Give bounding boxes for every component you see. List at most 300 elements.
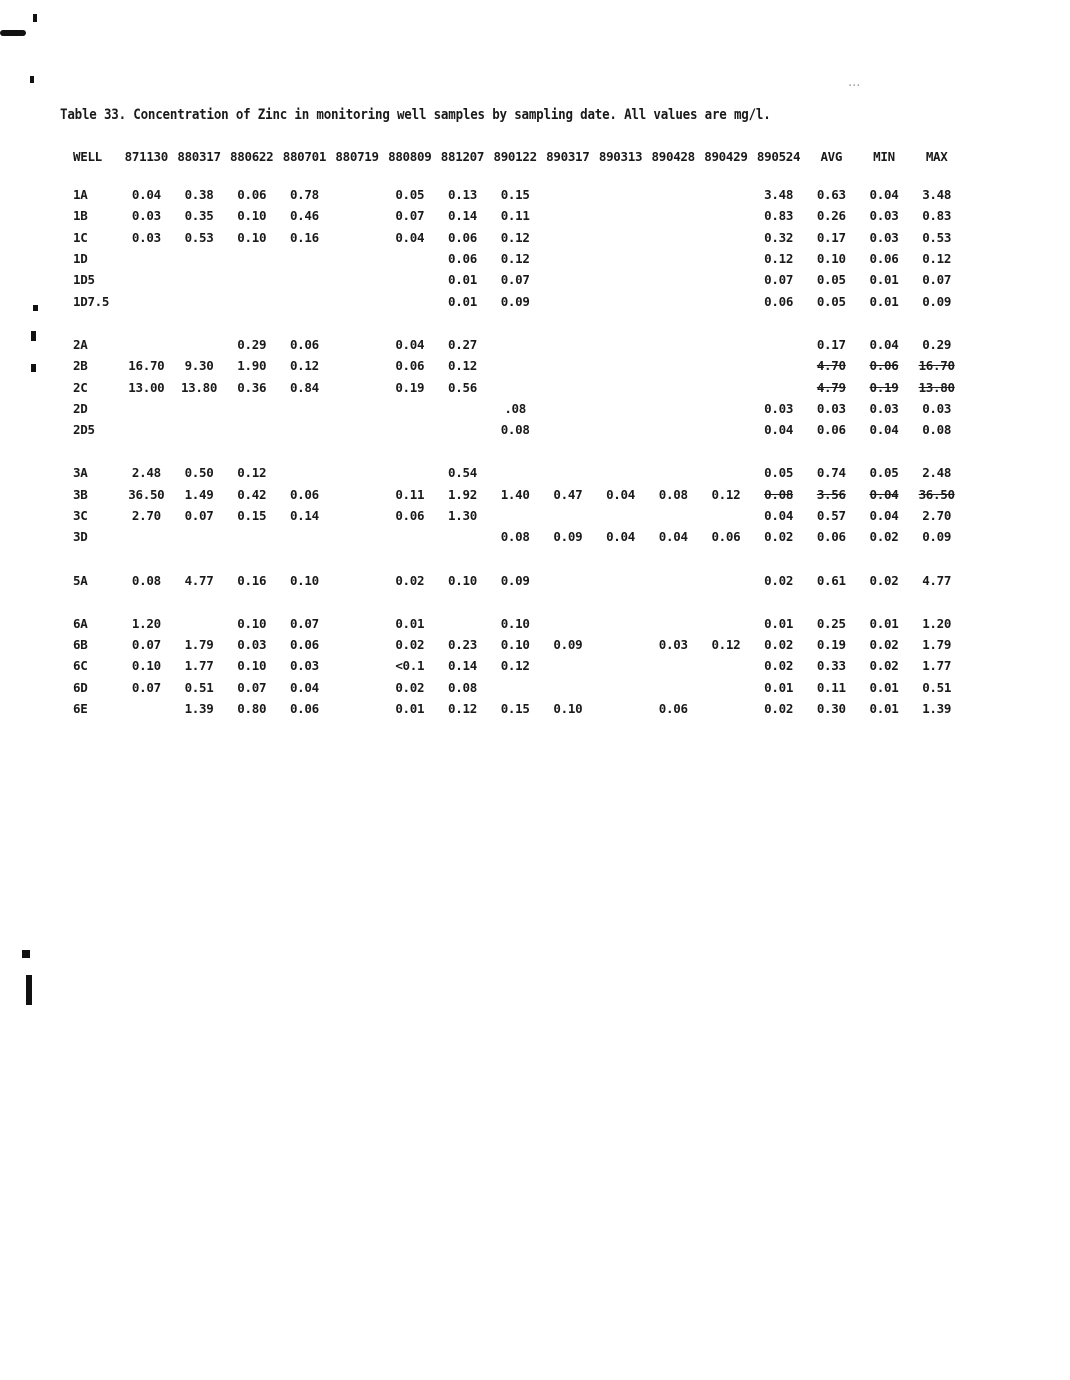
value-cell: 0.02 [395, 572, 425, 588]
value-cell [647, 290, 700, 311]
value-cell: 0.83 [922, 208, 952, 224]
value-cell: 0.10 [816, 251, 846, 267]
table-row [63, 398, 963, 419]
value-cell: 0.19 [816, 637, 846, 653]
value-cell: 0.04 [869, 187, 899, 203]
value-cell [331, 698, 384, 719]
value-cell: 0.03 [764, 400, 794, 416]
value-cell: 0.30 [816, 701, 846, 717]
value-cell: 0.09 [553, 529, 583, 545]
value-cell [647, 462, 700, 483]
value-cell: 0.04 [395, 229, 425, 245]
value-cell: 0.02 [764, 572, 794, 588]
value-cell [542, 462, 595, 483]
value-cell: 1.40 [500, 486, 530, 502]
value-cell [331, 462, 384, 483]
well-id: 1C [73, 229, 88, 245]
value-cell: 1.77 [184, 658, 214, 674]
group-spacer [63, 547, 963, 569]
value-cell [542, 655, 595, 676]
value-cell: 0.05 [816, 272, 846, 288]
value-cell: 0.12 [448, 358, 477, 374]
value-cell [173, 334, 226, 355]
value-cell: 0.06 [816, 422, 846, 438]
value-cell: 0.06 [289, 701, 319, 717]
value-cell [700, 505, 753, 526]
value-cell: 0.03 [922, 400, 952, 416]
value-cell: 0.32 [764, 229, 794, 245]
value-cell [331, 184, 384, 205]
value-cell: 0.09 [500, 293, 530, 309]
value-cell: 0.12 [448, 701, 477, 717]
value-cell: 0.08 [131, 572, 161, 588]
value-cell [331, 484, 384, 505]
value-cell [331, 334, 384, 355]
value-cell [436, 526, 489, 547]
well-id: 6C [73, 658, 88, 674]
value-cell: 0.07 [184, 508, 214, 523]
value-cell: 0.12 [711, 637, 741, 653]
value-cell [700, 569, 753, 590]
handwritten-note [828, 55, 988, 125]
value-cell: 0.06 [289, 486, 319, 502]
value-cell [542, 376, 595, 397]
value-cell: 0.15 [237, 508, 267, 523]
table-row [63, 484, 963, 505]
well-id: 2C [73, 379, 88, 395]
column-header: 880622 [230, 148, 274, 164]
value-cell [331, 376, 384, 397]
value-cell: 0.06 [658, 701, 688, 717]
column-header: 890428 [651, 148, 695, 164]
well-id: 2B [73, 358, 88, 374]
value-cell: 2.48 [131, 465, 161, 481]
value-cell: 0.03 [658, 637, 688, 653]
value-cell [278, 248, 331, 269]
value-cell: 1.20 [131, 615, 161, 631]
value-cell: 0.19 [395, 379, 425, 395]
value-cell [594, 290, 647, 311]
well-id: 6D [73, 679, 88, 695]
value-cell [331, 634, 384, 655]
table-row [63, 462, 963, 483]
value-cell [120, 290, 173, 311]
value-cell [647, 355, 700, 376]
value-cell: 0.09 [500, 572, 530, 588]
value-cell: 0.06 [869, 251, 899, 267]
value-cell: 3.48 [922, 187, 952, 203]
value-cell [383, 398, 436, 419]
value-cell [700, 613, 753, 634]
value-cell: 0.36 [237, 379, 267, 395]
scan-mark [30, 76, 34, 83]
value-cell [120, 698, 173, 719]
value-cell [647, 655, 700, 676]
value-cell [594, 677, 647, 698]
value-cell: 0.42 [237, 486, 267, 502]
value-cell [173, 419, 226, 440]
value-cell: 1.92 [448, 486, 477, 502]
value-cell [278, 398, 331, 419]
table-row [63, 334, 963, 355]
value-cell [700, 655, 753, 676]
value-cell [647, 334, 700, 355]
value-cell [383, 248, 436, 269]
table-row [63, 227, 963, 248]
table-row [63, 613, 963, 634]
value-cell [383, 462, 436, 483]
value-cell [594, 248, 647, 269]
value-cell: 1.79 [922, 637, 952, 653]
value-cell: 0.04 [869, 486, 899, 502]
value-cell: 0.07 [131, 679, 161, 695]
value-cell [647, 205, 700, 226]
value-cell: 0.17 [816, 229, 846, 245]
value-cell: 0.02 [395, 637, 425, 653]
scan-mark [26, 975, 32, 1005]
value-cell [594, 376, 647, 397]
well-id: 2D5 [73, 422, 95, 438]
value-cell [542, 677, 595, 698]
value-cell: 0.07 [289, 615, 319, 631]
value-cell [120, 526, 173, 547]
value-cell: 0.05 [395, 187, 425, 203]
value-cell [700, 698, 753, 719]
value-cell: 0.38 [184, 187, 214, 203]
value-cell [120, 334, 173, 355]
group-spacer [63, 591, 963, 613]
value-cell [700, 462, 753, 483]
value-cell [120, 398, 173, 419]
table-row [63, 376, 963, 397]
value-cell [647, 227, 700, 248]
well-id: 1D [73, 251, 88, 267]
value-cell: 2.48 [922, 465, 952, 481]
value-cell [173, 526, 226, 547]
value-cell: 0.14 [448, 658, 477, 674]
table-row [63, 248, 963, 269]
value-cell [120, 419, 173, 440]
value-cell: 0.02 [764, 658, 794, 674]
value-cell: 0.04 [869, 336, 899, 352]
value-cell: 0.57 [816, 508, 846, 523]
value-cell [173, 398, 226, 419]
column-header: 890317 [546, 148, 590, 164]
well-id: 3C [73, 508, 88, 523]
value-cell: 0.19 [869, 379, 899, 395]
value-cell: 0.04 [606, 486, 635, 502]
value-cell [331, 677, 384, 698]
value-cell [331, 505, 384, 526]
column-header: 880719 [335, 148, 379, 164]
value-cell: 13.80 [918, 379, 955, 395]
value-cell: 4.77 [922, 572, 952, 588]
table-caption: Table 33. Concentration of Zinc in monitoring well samples by sampling date. All values are mg/l. [60, 105, 771, 123]
value-cell: 16.70 [918, 358, 955, 374]
value-cell [700, 205, 753, 226]
value-cell: 0.06 [395, 358, 425, 374]
value-cell [647, 376, 700, 397]
value-cell [331, 205, 384, 226]
well-id: 2A [73, 336, 88, 352]
value-cell: 0.03 [131, 208, 161, 224]
value-cell [752, 376, 805, 397]
value-cell: 0.06 [448, 251, 477, 267]
value-cell: 0.74 [816, 465, 846, 481]
value-cell [383, 269, 436, 290]
group-spacer [63, 312, 963, 334]
value-cell: 0.61 [816, 572, 846, 588]
column-header: 880701 [282, 148, 327, 164]
value-cell [594, 613, 647, 634]
value-cell: 0.10 [237, 658, 267, 674]
value-cell: 0.01 [869, 679, 899, 695]
value-cell: 0.14 [448, 208, 477, 224]
value-cell [594, 419, 647, 440]
value-cell [647, 184, 700, 205]
value-cell: 0.04 [869, 508, 899, 523]
value-cell: .08 [504, 400, 526, 416]
value-cell: 0.11 [500, 208, 530, 224]
well-id: 1B [73, 208, 88, 224]
column-header: MAX [925, 148, 948, 164]
value-cell: 0.02 [869, 572, 899, 588]
value-cell [700, 398, 753, 419]
value-cell: 0.08 [448, 679, 477, 695]
value-cell: 13.80 [180, 379, 218, 395]
table-body [63, 184, 963, 719]
well-id: 1D7.5 [73, 293, 110, 309]
well-id: 1A [73, 187, 88, 203]
scan-mark [31, 364, 36, 372]
table-row [63, 355, 963, 376]
value-cell: 0.15 [500, 701, 530, 717]
value-cell: 0.63 [816, 187, 846, 203]
value-cell [225, 526, 278, 547]
value-cell: 0.02 [395, 679, 425, 695]
value-cell [594, 655, 647, 676]
value-cell: 0.04 [764, 422, 794, 438]
value-cell: 0.06 [711, 529, 741, 545]
value-cell: 0.10 [237, 208, 267, 224]
value-cell: 0.04 [395, 336, 425, 352]
value-cell: 0.11 [816, 679, 846, 695]
value-cell: 0.54 [448, 465, 477, 481]
value-cell [331, 526, 384, 547]
table-header-row [63, 146, 963, 184]
value-cell: 0.07 [395, 208, 425, 224]
value-cell: 0.10 [237, 229, 267, 245]
value-cell: <0.1 [395, 658, 425, 674]
value-cell: 0.84 [289, 379, 319, 395]
value-cell [173, 269, 226, 290]
column-header: 880317 [177, 148, 221, 164]
value-cell [489, 462, 542, 483]
value-cell [752, 355, 805, 376]
value-cell [331, 355, 384, 376]
value-cell: 1.79 [184, 637, 214, 653]
value-cell: 0.06 [764, 293, 794, 309]
value-cell: 36.50 [128, 486, 165, 502]
column-header: 871130 [124, 148, 169, 164]
value-cell [542, 205, 595, 226]
value-cell [225, 398, 278, 419]
table-row [63, 634, 963, 655]
value-cell: 0.51 [922, 679, 952, 695]
value-cell: 0.10 [500, 637, 530, 653]
column-header: AVG [820, 148, 843, 164]
value-cell: 1.39 [184, 701, 214, 717]
value-cell: 0.02 [764, 637, 794, 653]
value-cell [278, 462, 331, 483]
value-cell: 16.70 [128, 358, 165, 374]
value-cell: 0.53 [922, 229, 952, 245]
column-header: MIN [873, 148, 895, 164]
column-header: 880809 [388, 148, 432, 164]
value-cell: 0.11 [395, 486, 425, 502]
value-cell: 0.08 [500, 529, 530, 545]
column-header: 890122 [493, 148, 537, 164]
value-cell [278, 290, 331, 311]
value-cell: 0.47 [553, 486, 583, 502]
well-id: 3A [73, 465, 88, 481]
value-cell [594, 698, 647, 719]
well-id: 1D5 [73, 272, 95, 288]
value-cell: 0.01 [869, 293, 899, 309]
value-cell [489, 677, 542, 698]
value-cell [700, 419, 753, 440]
value-cell [594, 205, 647, 226]
value-cell: 0.12 [237, 465, 267, 481]
value-cell: 0.09 [553, 637, 583, 653]
value-cell: 0.12 [289, 358, 319, 374]
value-cell: 0.04 [131, 187, 161, 203]
value-cell: 0.12 [500, 229, 530, 245]
value-cell [700, 355, 753, 376]
table-row [63, 677, 963, 698]
value-cell [647, 398, 700, 419]
value-cell [542, 334, 595, 355]
value-cell: 0.03 [289, 658, 319, 674]
value-cell: 4.77 [184, 572, 214, 588]
scan-mark [22, 950, 30, 958]
value-cell: 3.56 [816, 486, 846, 502]
value-cell: 0.08 [922, 422, 952, 438]
value-cell [700, 677, 753, 698]
value-cell: 0.35 [184, 208, 214, 224]
value-cell: 1.30 [448, 508, 477, 523]
value-cell [225, 269, 278, 290]
value-cell [647, 248, 700, 269]
value-cell: 0.01 [448, 272, 477, 288]
value-cell [647, 269, 700, 290]
group-spacer [63, 440, 963, 462]
value-cell: 0.07 [237, 679, 267, 695]
value-cell: 2.70 [131, 508, 161, 523]
value-cell [331, 655, 384, 676]
handwritten-note-text: ... [848, 75, 861, 90]
value-cell: 0.53 [184, 229, 214, 245]
value-cell: 0.08 [764, 486, 794, 502]
value-cell [489, 334, 542, 355]
value-cell: 0.04 [658, 529, 688, 545]
scan-mark [31, 331, 36, 341]
value-cell [647, 613, 700, 634]
value-cell: 0.12 [711, 486, 741, 502]
value-cell [383, 290, 436, 311]
value-cell: 0.56 [448, 379, 477, 395]
value-cell [331, 613, 384, 634]
value-cell: 1.77 [922, 658, 952, 674]
value-cell [594, 227, 647, 248]
value-cell: 0.01 [869, 701, 899, 717]
value-cell: 0.50 [184, 465, 214, 481]
value-cell: 0.02 [764, 701, 794, 717]
value-cell: 0.06 [816, 529, 846, 545]
value-cell: 0.10 [448, 572, 477, 588]
table-row [63, 526, 963, 547]
value-cell: 0.33 [816, 658, 846, 674]
column-header: 890313 [598, 148, 643, 164]
column-header: WELL [73, 148, 102, 164]
value-cell: 0.15 [500, 187, 530, 203]
table-row [63, 290, 963, 311]
well-id: 6B [73, 637, 88, 653]
value-cell: 0.03 [131, 229, 161, 245]
value-cell: 0.03 [816, 400, 846, 416]
value-cell [331, 569, 384, 590]
value-cell: 0.17 [816, 336, 846, 352]
value-cell [594, 505, 647, 526]
value-cell: 0.03 [237, 637, 267, 653]
value-cell: 0.12 [922, 251, 952, 267]
value-cell: 0.23 [448, 637, 477, 653]
value-cell [700, 290, 753, 311]
column-header: 890429 [704, 148, 748, 164]
value-cell: 36.50 [918, 486, 955, 502]
value-cell: 0.13 [448, 187, 477, 203]
value-cell [647, 505, 700, 526]
value-cell: 0.01 [395, 701, 425, 717]
value-cell: 0.01 [395, 615, 425, 631]
value-cell [436, 613, 489, 634]
value-cell [331, 248, 384, 269]
value-cell: 0.27 [448, 336, 477, 352]
value-cell: 1.90 [237, 358, 267, 374]
value-cell [542, 184, 595, 205]
value-cell: 0.10 [131, 658, 161, 674]
value-cell [120, 269, 173, 290]
value-cell: 0.12 [500, 251, 530, 267]
value-cell [700, 184, 753, 205]
well-id: 3B [73, 486, 88, 502]
value-cell: 0.80 [237, 701, 267, 717]
value-cell: 0.10 [500, 615, 530, 631]
value-cell: 0.01 [764, 679, 794, 695]
value-cell: 0.02 [764, 529, 794, 545]
scan-mark [33, 14, 37, 22]
value-cell [542, 269, 595, 290]
value-cell: 1.20 [922, 615, 952, 631]
value-cell [331, 290, 384, 311]
value-cell: 4.79 [816, 379, 846, 395]
value-cell: 13.00 [128, 379, 165, 395]
column-header: 890524 [756, 148, 801, 164]
value-cell [489, 355, 542, 376]
table-row [63, 269, 963, 290]
value-cell [594, 269, 647, 290]
value-cell: 0.01 [869, 272, 899, 288]
